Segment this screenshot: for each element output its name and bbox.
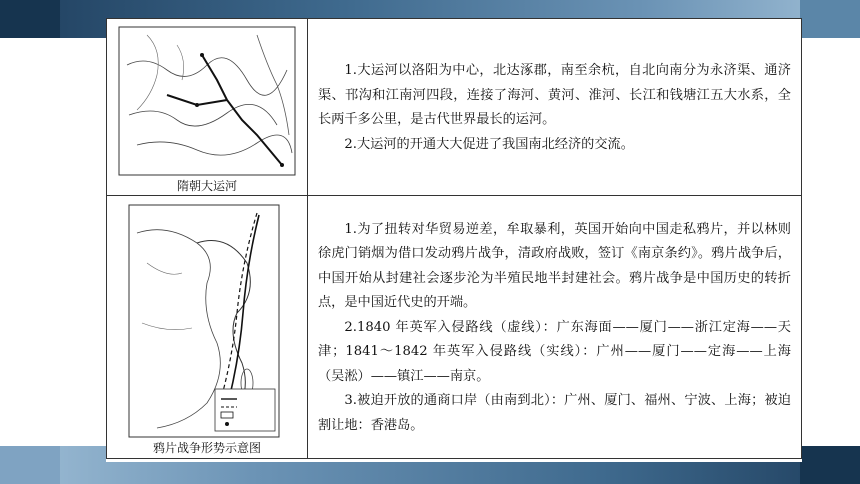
opium-map-caption: 鸦片战争形势示意图 [152, 440, 261, 455]
opium-paragraph-2: 2.1840 年英军入侵路线（虚线）：广东海面——厦门——浙江定海——天津；1841～1842 年英军入侵路线（实线）：广州——厦门——定海——上海（吴淞）——镇江——南京。 [318, 319, 791, 384]
canal-map-cell [107, 19, 308, 196]
canal-map-image [107, 25, 307, 177]
table-row-opium-war [107, 196, 802, 459]
opium-paragraph-3: 3.被迫开放的通商口岸（由南到北）：广州、厦门、福州、宁波、上海；被迫割让地：香港岛。 [318, 393, 791, 433]
history-table [106, 18, 802, 459]
opium-map-cell [107, 196, 308, 459]
bottom-decor-block-left [0, 446, 60, 484]
top-decor-block-left [0, 0, 60, 38]
canal-paragraph-2: 2.大运河的开通大大促进了我国南北经济的交流。 [344, 136, 634, 152]
canal-paragraph-1: 1.大运河以洛阳为中心，北达涿郡，南至余杭，自北向南分为永济渠、通济渠、邗沟和江南河四段，连接了海河、黄河、淮河、长江和钱塘江五大水系，全长两千多公里，是古代世界最长的运河。 [318, 63, 791, 127]
canal-text-cell [308, 19, 802, 196]
top-decor-block-right [800, 0, 860, 38]
opium-paragraph-1: 1.为了扭转对华贸易逆差，牟取暴利，英国开始向中国走私鸦片，并以林则徐虎门销烟为借口发动鸦片战争，清政府战败，签订《南京条约》。鸦片战争后，中国开始从封建社会逐步沦为半殖民地半封建社会。鸦片战争是中国历史的转折点，是中国近代史的开端。 [318, 221, 791, 311]
canal-map-caption: 隋朝大运河 [176, 178, 237, 193]
document-slide [106, 18, 802, 462]
bottom-decor-block-right [800, 446, 860, 484]
opium-text-cell [308, 196, 802, 459]
opium-war-map-image [107, 203, 307, 439]
table-row-grand-canal [107, 19, 802, 196]
